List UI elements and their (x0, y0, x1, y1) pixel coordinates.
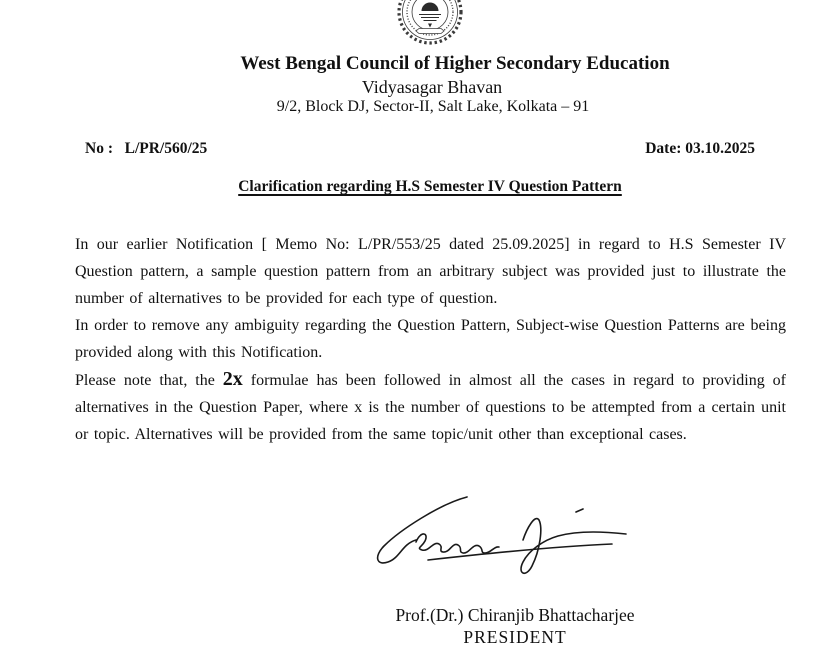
memo-date-row (85, 140, 755, 158)
date: Date: 03.10.2025 (645, 140, 755, 157)
formula-2x: 2x (222, 368, 243, 390)
org-name: West Bengal Council of Higher Secondary Education (240, 53, 670, 74)
signature-image (372, 488, 634, 583)
letter-body (75, 231, 786, 448)
paragraph-2: In order to remove any ambiguity regarding the Question Pattern, Subject-wise Question Patterns are being provided along with this Notification. (75, 317, 786, 361)
signatory-title: PRESIDENT (463, 627, 567, 647)
paragraph-3-continued: formulae has been followed in almost all the cases in regard to providing of alternatives in the Question Paper, where x is the number of questions to be attempted from a certain unit or topic. Alternatives will be provided from the same topic/unit other than exceptional cases. (75, 372, 786, 443)
council-seal-icon (395, 0, 465, 47)
memo-number: No : L/PR/560/25 (85, 140, 208, 157)
paragraph-3-text: Please note that, the (75, 372, 223, 389)
building-name: Vidyasagar Bhavan (361, 77, 503, 97)
paragraph-3 (75, 366, 786, 448)
paragraph-1: In our earlier Notification [ Memo No: L/PR/553/25 dated 25.09.2025] in regard to H.S Semester IV Question pattern, a sample question pattern from an arbitrary subject was provided just to illustrate the number of alternatives to be provided for each type of question. (75, 236, 786, 307)
address-line: 9/2, Block DJ, Sector-II, Salt Lake, Kolkata – 91 (276, 98, 590, 115)
signatory-name: Prof.(Dr.) Chiranjib Bhattacharjee (395, 605, 635, 625)
subject-line: Clarification regarding H.S Semester IV Question Pattern (238, 178, 622, 195)
